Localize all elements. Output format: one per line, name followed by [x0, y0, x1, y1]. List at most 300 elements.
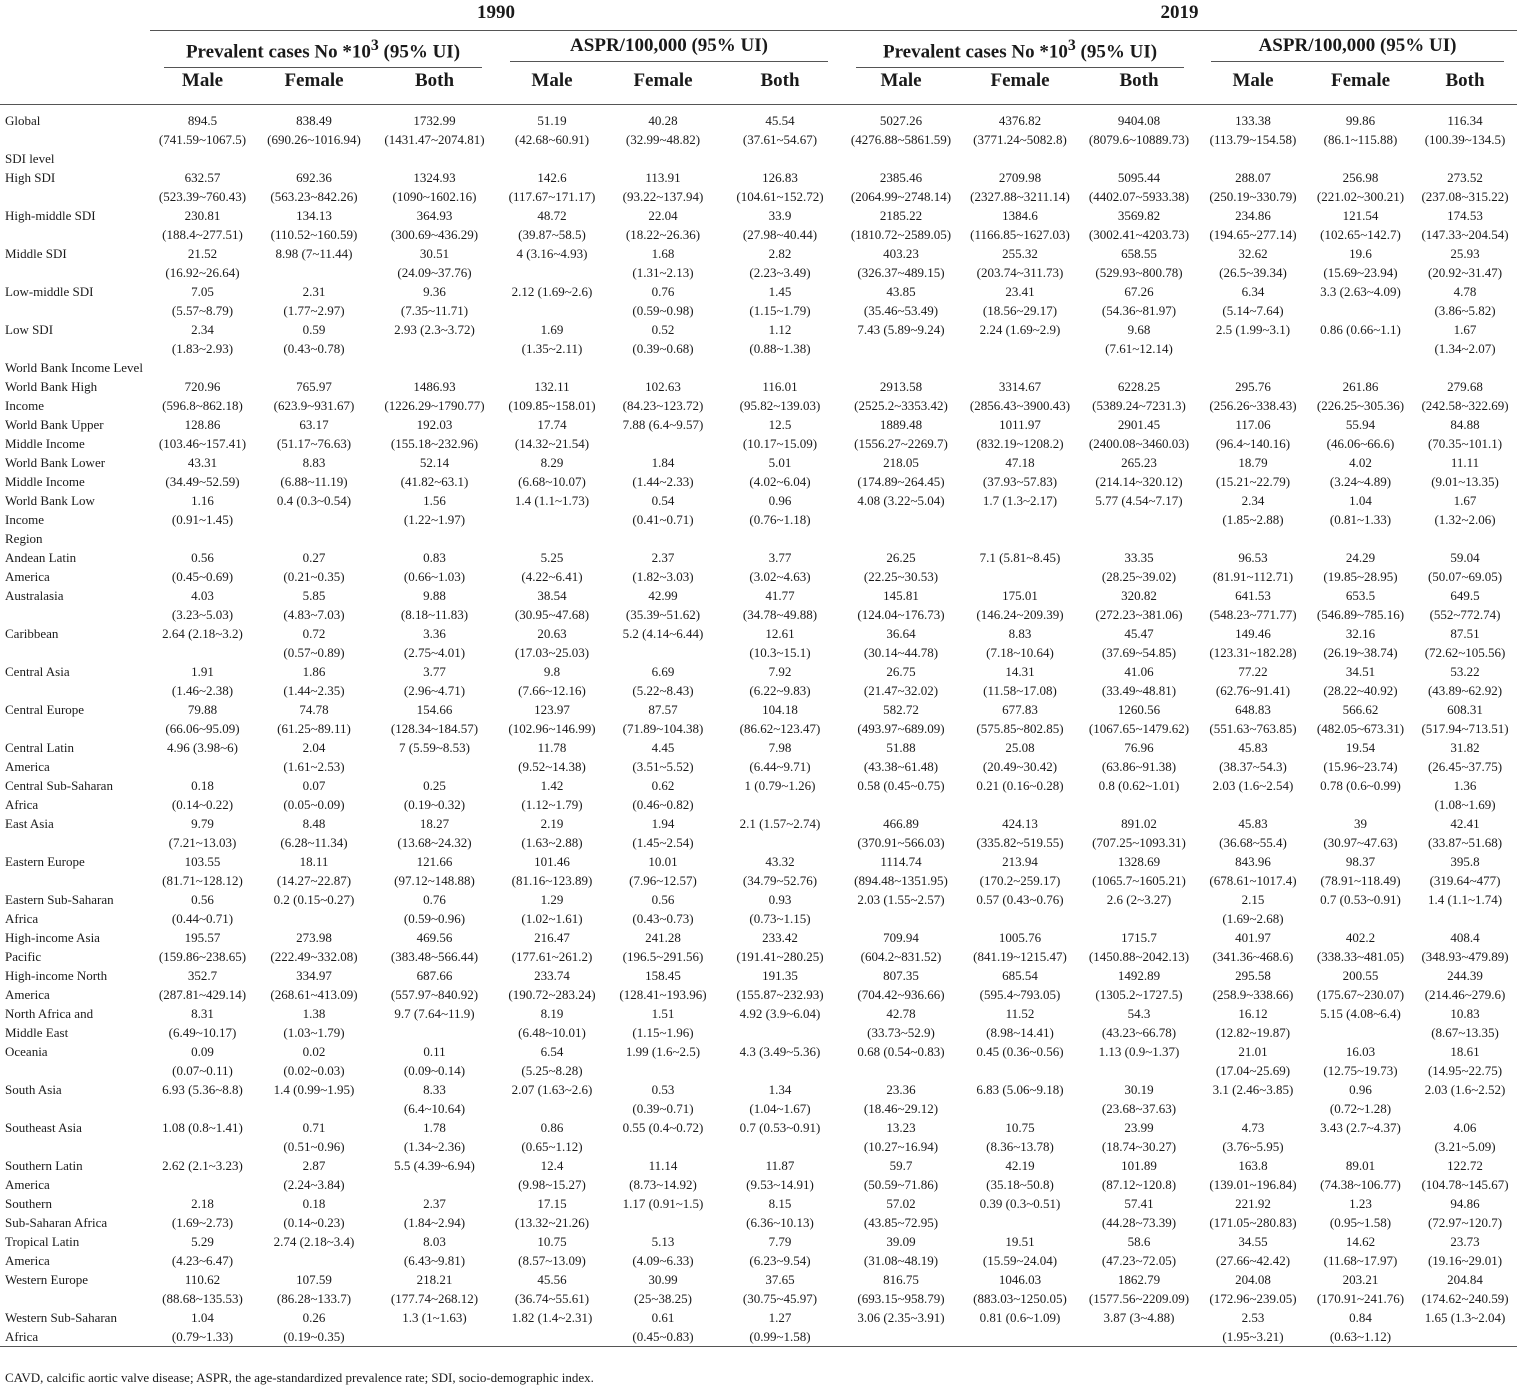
cell-value: 1 (0.79~1.26) — [744, 778, 816, 794]
table-cell — [960, 738, 1080, 776]
table-cell — [1308, 890, 1413, 928]
cell-interval: (95.82~139.03) — [739, 398, 821, 414]
cell-interval: (25~38.25) — [634, 1291, 692, 1307]
table-cell — [1198, 814, 1308, 852]
table-cell — [1308, 1156, 1413, 1194]
table-cell — [1080, 738, 1198, 776]
table-cell — [718, 377, 842, 415]
row-label-line: America — [5, 1253, 50, 1269]
table-cell — [718, 738, 842, 776]
table-cell — [1198, 415, 1308, 453]
cell-value: 1.84 — [651, 455, 675, 471]
cell-value: 17.15 — [537, 1196, 567, 1212]
sex-header-female: Female — [608, 68, 718, 105]
table-cell — [255, 1194, 373, 1232]
table-cell — [373, 814, 496, 852]
cell-value: 25.93 — [1450, 246, 1480, 262]
cell-interval: (1.12~1.79) — [521, 797, 583, 813]
cell-value: 408.4 — [1450, 930, 1480, 946]
cell-interval: (44.28~73.39) — [1101, 1215, 1177, 1231]
table-cell — [1198, 282, 1308, 320]
cell-value: 0.53 — [651, 1082, 675, 1098]
cell-value: 0.78 (0.6~0.99) — [1320, 778, 1401, 794]
cell-interval: (9.53~14.91) — [746, 1177, 814, 1193]
cell-value: 0.81 (0.6~1.09) — [979, 1310, 1061, 1326]
row-label-line: Central Sub-Saharan — [5, 778, 113, 794]
cell-interval: (1226.29~1790.77) — [384, 398, 485, 414]
cell-value: 84.88 — [1450, 417, 1480, 433]
row-label-line: Low SDI — [5, 322, 54, 338]
table-cell — [150, 415, 255, 453]
cell-interval: (0.59~0.96) — [403, 911, 466, 927]
cell-value: 0.58 (0.45~0.75) — [857, 778, 945, 794]
cell-interval: (19.85~28.95) — [1323, 569, 1398, 585]
table-cell — [960, 1080, 1080, 1118]
table-cell — [150, 1156, 255, 1194]
cell-interval: (0.46~0.82) — [632, 797, 694, 813]
table-row — [0, 776, 1517, 814]
row-label-line: High-income Asia — [5, 930, 100, 946]
cell-value: 163.8 — [1238, 1158, 1268, 1174]
row-label-line: World Bank Lower — [5, 455, 106, 471]
cell-value: 101.46 — [534, 854, 570, 870]
cell-value: 133.38 — [1235, 113, 1271, 129]
cell-interval: (1556.27~2269.7) — [854, 436, 948, 452]
cell-value: 8.29 — [540, 455, 564, 471]
cell-value: 9.36 — [423, 284, 446, 300]
cell-value: 113.91 — [645, 170, 681, 186]
cell-interval: (177.74~268.12) — [390, 1291, 479, 1307]
cell-interval: (159.86~238.65) — [158, 949, 247, 965]
cell-value: 0.26 — [302, 1310, 326, 1326]
table-cell — [1080, 282, 1198, 320]
cell-value: 3.36 — [423, 626, 446, 642]
table-cell — [150, 548, 255, 586]
cell-value: 7 (5.59~8.53) — [399, 740, 470, 756]
cell-interval: (4.02~6.04) — [749, 474, 811, 490]
table-cell — [150, 282, 255, 320]
cell-value: 76.96 — [1124, 740, 1154, 756]
cell-value: 41.06 — [1124, 664, 1154, 680]
cell-value: 0.71 — [302, 1120, 326, 1136]
cell-value: 2.87 — [302, 1158, 326, 1174]
cell-value: 4.92 (3.9~6.04) — [739, 1006, 821, 1022]
cell-interval: (39.87~58.5) — [518, 227, 586, 243]
cell-interval: (6.44~9.71) — [749, 759, 811, 775]
cell-value: 7.88 (6.4~9.57) — [622, 417, 704, 433]
table-cell — [718, 415, 842, 453]
cell-interval: (63.86~91.38) — [1101, 759, 1177, 775]
table-cell — [1080, 814, 1198, 852]
cell-value: 256.98 — [1342, 170, 1379, 186]
table-cell — [842, 1270, 960, 1308]
cell-value: 7.92 — [768, 664, 792, 680]
cell-value: 23.73 — [1450, 1234, 1480, 1250]
cell-interval: (0.91~1.45) — [171, 512, 234, 528]
table-cell — [608, 282, 718, 320]
cell-value: 1.42 — [540, 778, 564, 794]
cell-interval: (62.76~91.41) — [1215, 683, 1291, 699]
table-cell — [150, 491, 255, 529]
table-cell — [960, 1156, 1080, 1194]
cell-value: 1.12 — [768, 322, 792, 338]
table-cell — [1308, 377, 1413, 415]
table-cell — [1308, 1118, 1413, 1156]
table-cell — [1308, 966, 1413, 1004]
cell-value: 6.34 — [1241, 284, 1265, 300]
section-row — [0, 149, 1517, 168]
table-cell — [496, 662, 608, 700]
cell-value: 87.57 — [648, 702, 678, 718]
cell-value: 43.31 — [187, 455, 218, 471]
cell-interval: (26.5~39.34) — [1219, 265, 1287, 281]
row-label-line: Income — [5, 512, 44, 528]
cell-value: 116.01 — [762, 379, 798, 395]
cell-value: 1.4 (1.1~1.74) — [1427, 892, 1503, 908]
table-cell — [496, 453, 608, 491]
cell-interval: (3.02~4.63) — [749, 569, 811, 585]
cell-interval: (268.61~413.09) — [270, 987, 358, 1003]
table-cell — [255, 1232, 373, 1270]
cell-value: 2.04 — [302, 740, 326, 756]
cell-interval: (14.32~21.54) — [514, 436, 590, 452]
table-cell — [1198, 1308, 1308, 1347]
table-cell — [1080, 776, 1198, 814]
table-cell — [373, 738, 496, 776]
table-cell — [842, 1118, 960, 1156]
cell-value: 6.54 — [540, 1044, 564, 1060]
cell-value: 126.83 — [762, 170, 798, 186]
table-cell — [1198, 1156, 1308, 1194]
cell-value: 26.25 — [886, 550, 916, 566]
cell-value: 57.02 — [886, 1196, 916, 1212]
table-cell — [718, 1042, 842, 1080]
table-cell — [1080, 624, 1198, 662]
cell-interval: (335.82~519.55) — [976, 835, 1064, 851]
row-label-line: Africa — [5, 1329, 39, 1345]
table-cell — [842, 168, 960, 206]
cell-value: 74.78 — [299, 702, 329, 718]
cell-interval: (7.35~11.71) — [400, 303, 469, 319]
table-cell — [718, 776, 842, 814]
table-cell — [960, 700, 1080, 738]
table-cell — [255, 548, 373, 586]
cell-value: 658.55 — [1121, 246, 1157, 262]
cell-interval: (3771.24~5082.8) — [973, 132, 1067, 148]
table-cell — [1413, 415, 1517, 453]
cell-interval: (1.03~1.79) — [283, 1025, 345, 1041]
cell-value: 4.73 — [1241, 1120, 1265, 1136]
row-label-line: Middle Income — [5, 436, 85, 452]
cell-value: 10.75 — [537, 1234, 567, 1250]
cell-interval: (81.71~128.12) — [162, 873, 243, 889]
table-cell — [608, 890, 718, 928]
cell-interval: (177.61~261.2) — [511, 949, 593, 965]
table-cell — [255, 814, 373, 852]
cell-interval: (42.68~60.91) — [514, 132, 590, 148]
cell-interval: (4276.88~5861.59) — [850, 132, 952, 148]
cell-value: 11.52 — [1005, 1006, 1035, 1022]
cell-value: 22.04 — [648, 208, 678, 224]
cell-interval: (128.41~193.96) — [619, 987, 707, 1003]
cell-value: 0.02 — [302, 1044, 326, 1060]
table-cell — [496, 111, 608, 149]
cell-value: 2.31 — [302, 284, 326, 300]
cell-value: 53.22 — [1450, 664, 1480, 680]
table-cell — [1413, 1080, 1517, 1118]
table-cell — [1308, 700, 1413, 738]
cell-value: 107.59 — [296, 1272, 332, 1288]
cell-interval: (563.23~842.26) — [270, 189, 358, 205]
year-2019-header: 2019 — [842, 0, 1517, 31]
cell-interval: (575.85~802.85) — [976, 721, 1064, 737]
table-cell — [1413, 1118, 1517, 1156]
cell-value: 4376.82 — [998, 113, 1042, 129]
cell-interval: (0.63~1.12) — [1329, 1329, 1392, 1345]
cell-value: 218.21 — [416, 1272, 453, 1288]
table-cell — [373, 320, 496, 358]
cell-value: 5.85 — [302, 588, 326, 604]
cell-value: 8.03 — [423, 1234, 446, 1250]
cell-value: 221.92 — [1235, 1196, 1271, 1212]
table-cell — [255, 453, 373, 491]
cell-interval: (2525.2~3353.42) — [854, 398, 948, 414]
cell-value: 233.74 — [534, 968, 570, 984]
cell-interval: (33.73~52.9) — [867, 1025, 935, 1041]
table-cell — [718, 700, 842, 738]
row-label — [0, 1308, 150, 1347]
table-cell — [718, 1232, 842, 1270]
cell-interval: (3.24~4.89) — [1329, 474, 1392, 490]
row-label-line: North Africa and — [5, 1006, 94, 1022]
table-cell — [255, 168, 373, 206]
table-cell — [255, 624, 373, 662]
cell-value: 117.06 — [1235, 417, 1271, 433]
cell-interval: (370.91~566.03) — [857, 835, 945, 851]
cell-value: 99.86 — [1345, 113, 1376, 129]
cell-value: 632.57 — [184, 170, 221, 186]
table-cell — [1308, 244, 1413, 282]
cell-value: 0.52 — [651, 322, 675, 338]
cell-value: 0.83 — [423, 550, 446, 566]
cell-value: 244.39 — [1447, 968, 1483, 984]
cell-value: 2.03 (1.6~2.52) — [1424, 1082, 1506, 1098]
table-cell — [1413, 168, 1517, 206]
cell-interval: (26.19~38.74) — [1323, 645, 1398, 661]
cell-interval: (81.91~112.71) — [1212, 569, 1294, 585]
cell-interval: (203.74~311.73) — [976, 265, 1064, 281]
cell-value: 0.39 (0.3~0.51) — [979, 1196, 1061, 1212]
table-cell — [496, 320, 608, 358]
table-cell — [842, 206, 960, 244]
table-cell — [496, 1270, 608, 1308]
table-cell — [718, 1270, 842, 1308]
cell-interval: (43.23~66.78) — [1101, 1025, 1177, 1041]
cell-interval: (1.83~2.93) — [171, 341, 234, 357]
cell-value: 5095.44 — [1117, 170, 1161, 186]
cell-interval: (24.09~37.76) — [397, 265, 472, 281]
cell-value: 200.55 — [1342, 968, 1379, 984]
cell-interval: (10.3~15.1) — [749, 645, 811, 661]
table-cell — [608, 928, 718, 966]
cell-value: 230.81 — [184, 208, 221, 224]
cell-value: 0.18 — [302, 1196, 326, 1212]
row-label — [0, 700, 150, 738]
table-cell — [496, 928, 608, 966]
cell-value: 3.87 (3~4.88) — [1103, 1310, 1175, 1326]
row-label — [0, 1042, 150, 1080]
cell-interval: (226.25~305.36) — [1316, 398, 1405, 414]
cell-value: 3569.82 — [1117, 208, 1161, 224]
cell-value: 1.38 — [302, 1006, 326, 1022]
cell-interval: (1.31~2.13) — [632, 265, 694, 281]
cell-value: 1.04 — [191, 1310, 214, 1326]
table-cell — [496, 1156, 608, 1194]
cell-value: 709.94 — [883, 930, 919, 946]
cell-value: 0.56 — [191, 892, 214, 908]
table-cell — [1198, 1080, 1308, 1118]
cell-value: 25.08 — [1005, 740, 1035, 756]
sex-header-male: Male — [842, 68, 960, 105]
cell-interval: (20.49~30.42) — [982, 759, 1058, 775]
table-cell — [150, 852, 255, 890]
cell-value: 1.7 (1.3~2.17) — [982, 493, 1058, 509]
cell-value: 0.62 — [651, 778, 675, 794]
table-cell — [960, 814, 1080, 852]
cell-interval: (17.03~25.03) — [514, 645, 590, 661]
cell-interval: (5389.24~7231.3) — [1092, 398, 1186, 414]
table-cell — [960, 548, 1080, 586]
table-cell — [373, 852, 496, 890]
cell-interval: (14.95~22.75) — [1427, 1063, 1503, 1079]
cell-value: 8.98 (7~11.44) — [275, 246, 353, 262]
cell-interval: (6.22~9.83) — [749, 683, 811, 699]
table-cell — [842, 377, 960, 415]
row-label-line: Middle SDI — [5, 246, 67, 262]
sex-header-male: Male — [150, 68, 255, 105]
cell-value: 87.51 — [1450, 626, 1480, 642]
row-label-line: Eastern Europe — [5, 854, 85, 870]
table-cell — [1308, 1308, 1413, 1347]
row-label — [0, 111, 150, 149]
cell-interval: (551.63~763.85) — [1209, 721, 1297, 737]
cell-value: 4 (3.16~4.93) — [516, 246, 588, 262]
cell-interval: (30.14~44.78) — [863, 645, 939, 661]
table-cell — [1080, 852, 1198, 890]
cell-value: 38.54 — [537, 588, 567, 604]
cell-value: 894.5 — [187, 113, 218, 129]
table-cell — [960, 377, 1080, 415]
table-cell — [608, 738, 718, 776]
table-cell — [1413, 1270, 1517, 1308]
cell-value: 9404.08 — [1117, 113, 1161, 129]
cell-value: 43.32 — [765, 854, 795, 870]
table-row — [0, 1042, 1517, 1080]
table-cell — [718, 966, 842, 1004]
table-cell — [1080, 1156, 1198, 1194]
table-cell — [373, 700, 496, 738]
cell-value: 1.65 (1.3~2.04) — [1424, 1310, 1506, 1326]
cell-interval: (104.61~152.72) — [736, 189, 824, 205]
table-cell — [1198, 662, 1308, 700]
section-label: World Bank Income Level — [5, 360, 143, 376]
table-cell — [1308, 776, 1413, 814]
table-row — [0, 890, 1517, 928]
cell-interval: (93.22~137.94) — [622, 189, 704, 205]
cell-value: 641.53 — [1235, 588, 1271, 604]
table-cell — [1413, 453, 1517, 491]
table-cell — [496, 1004, 608, 1042]
cell-value: 7.79 — [768, 1234, 792, 1250]
cell-value: 0.72 — [302, 626, 326, 642]
table-cell — [960, 1270, 1080, 1308]
cell-interval: (7.18~10.64) — [986, 645, 1054, 661]
table-cell — [1308, 738, 1413, 776]
cell-interval: (17.04~25.69) — [1215, 1063, 1291, 1079]
cell-value: 891.02 — [1121, 816, 1157, 832]
cell-value: 16.12 — [1238, 1006, 1268, 1022]
cell-interval: (46.06~66.6) — [1326, 436, 1395, 452]
row-label — [0, 1156, 150, 1194]
cell-interval: (841.19~1215.47) — [973, 949, 1067, 965]
cell-value: 2.37 — [423, 1196, 446, 1212]
table-cell — [1413, 890, 1517, 928]
cell-value: 128.86 — [184, 417, 221, 433]
cell-value: 1.67 — [1453, 322, 1477, 338]
cell-interval: (36.74~55.61) — [514, 1291, 590, 1307]
table-cell — [150, 1308, 255, 1347]
table-cell — [960, 662, 1080, 700]
cell-interval: (6.48~10.01) — [518, 1025, 586, 1041]
table-cell — [960, 491, 1080, 529]
cell-interval: (0.21~0.35) — [283, 569, 345, 585]
cell-interval: (100.39~134.5) — [1424, 132, 1506, 148]
cell-value: 11.87 — [765, 1158, 795, 1174]
row-label — [0, 928, 150, 966]
cell-interval: (12.82~19.87) — [1215, 1025, 1291, 1041]
table-cell — [960, 1194, 1080, 1232]
cell-value: 320.82 — [1121, 588, 1157, 604]
cell-interval: (8.67~13.35) — [1431, 1025, 1499, 1041]
cell-interval: (250.19~330.79) — [1209, 189, 1297, 205]
cell-interval: (1.85~2.88) — [1222, 512, 1284, 528]
cell-interval: (1.04~1.67) — [749, 1101, 811, 1117]
row-label — [0, 548, 150, 586]
cell-value: 1.68 — [651, 246, 675, 262]
table-cell — [496, 1080, 608, 1118]
cell-interval: (3.21~5.09) — [1434, 1139, 1496, 1155]
cell-value: 42.78 — [886, 1006, 916, 1022]
table-cell — [496, 1042, 608, 1080]
table-cell — [608, 377, 718, 415]
cell-interval: (604.2~831.52) — [860, 949, 942, 965]
table-cell — [608, 1270, 718, 1308]
cell-value: 55.94 — [1345, 417, 1376, 433]
cell-value: 9.8 — [543, 664, 561, 680]
cell-interval: (0.39~0.68) — [632, 341, 694, 357]
table-cell — [1308, 491, 1413, 529]
cell-interval: (110.52~160.59) — [270, 227, 358, 243]
cell-interval: (37.61~54.67) — [742, 132, 818, 148]
cell-value: 3314.67 — [998, 379, 1042, 395]
cell-interval: (1.46~2.38) — [171, 683, 234, 699]
cell-interval: (155.18~232.96) — [390, 436, 479, 452]
cell-interval: (493.97~689.09) — [857, 721, 945, 737]
cell-interval: (1810.72~2589.05) — [850, 227, 952, 243]
cell-value: 149.46 — [1235, 626, 1271, 642]
cell-interval: (8.57~13.09) — [518, 1253, 586, 1269]
cell-value: 42.19 — [1005, 1158, 1035, 1174]
